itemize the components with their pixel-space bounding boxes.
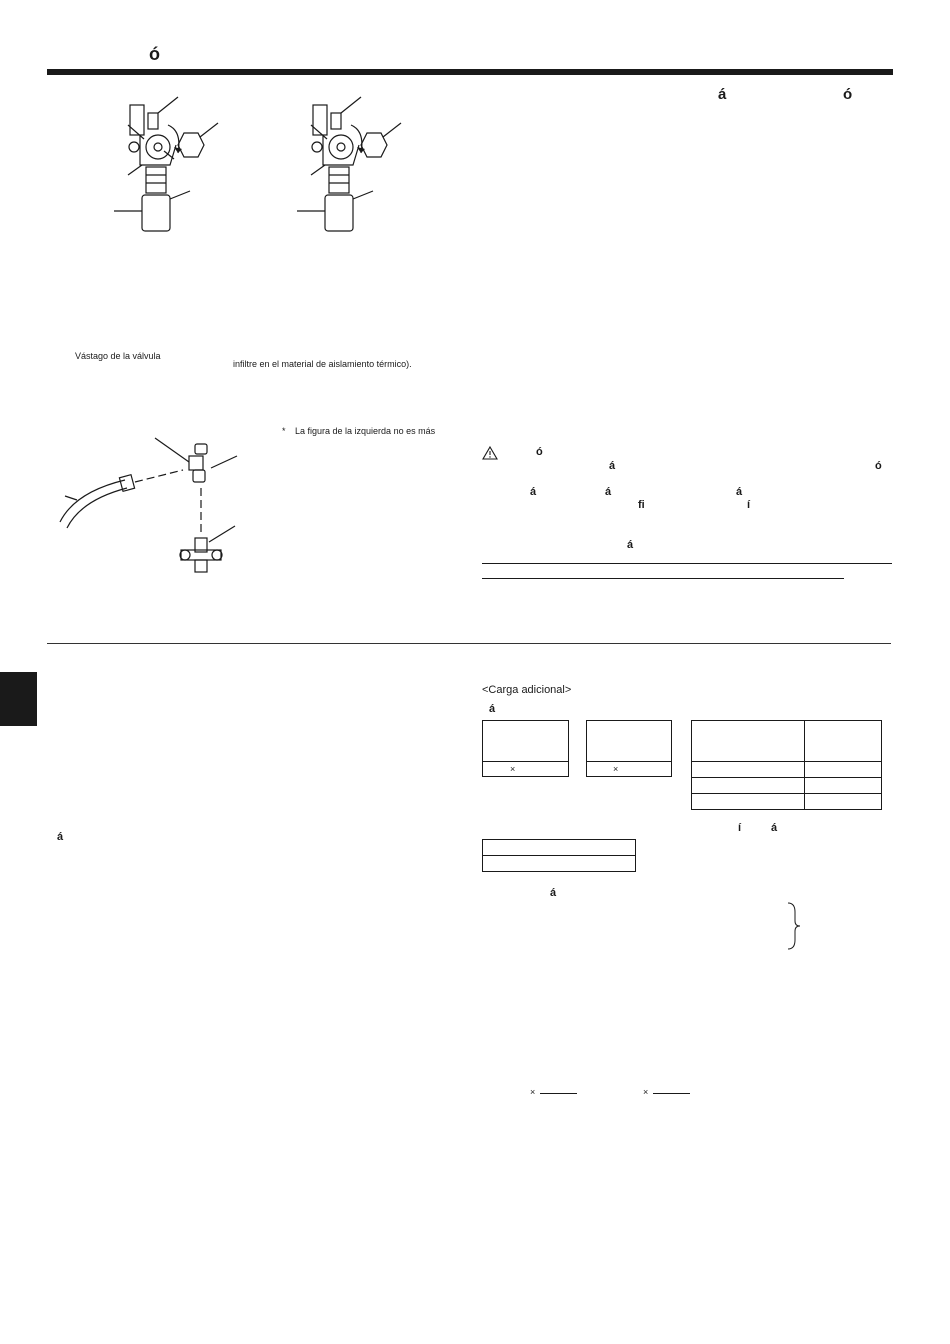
formula-times-1: × bbox=[530, 1087, 536, 1097]
small-table bbox=[482, 839, 636, 872]
table-char-i: í bbox=[738, 822, 742, 834]
formula-times-2: × bbox=[643, 1087, 649, 1097]
times-symbol: × bbox=[613, 764, 619, 774]
warning-char: fi bbox=[638, 499, 645, 511]
warning-char: ó bbox=[536, 446, 543, 458]
warning-char: í bbox=[747, 499, 751, 511]
top-rule bbox=[47, 69, 893, 75]
warning-char: á bbox=[627, 539, 634, 551]
figure-note-mark: * bbox=[282, 426, 286, 436]
lower-charge-char-a: á bbox=[550, 887, 557, 899]
figure-note: La figura de la izquierda no es más bbox=[295, 426, 436, 436]
warning-char: á bbox=[530, 486, 537, 498]
side-tab bbox=[0, 672, 37, 726]
warning-char: ó bbox=[875, 460, 882, 472]
fraction-line-2 bbox=[653, 1093, 690, 1094]
hose-valve-illustration bbox=[55, 432, 255, 582]
warning-char: á bbox=[609, 460, 616, 472]
valve-stem-label: Vástago de la válvula bbox=[75, 351, 161, 361]
times-symbol: × bbox=[510, 764, 516, 774]
valve-illustration-1 bbox=[100, 95, 240, 235]
right-brace-icon bbox=[786, 902, 802, 950]
charge-table-1 bbox=[482, 720, 569, 777]
warning-char: á bbox=[736, 486, 743, 498]
warning-rule-1 bbox=[482, 563, 892, 564]
section-divider bbox=[47, 643, 891, 644]
section-heading-char-a: á bbox=[718, 86, 727, 103]
insulation-note: infiltre en el material de aislamiento térmico). bbox=[233, 359, 412, 369]
fraction-line-1 bbox=[540, 1093, 577, 1094]
warning-rule-2 bbox=[482, 578, 844, 579]
warning-char: á bbox=[605, 486, 612, 498]
warning-triangle-icon bbox=[482, 446, 498, 460]
charge-title: <Carga adicional> bbox=[482, 684, 572, 696]
table-char-a: á bbox=[771, 822, 778, 834]
section-heading-char-o: ó bbox=[843, 86, 853, 103]
lower-left-char: á bbox=[57, 831, 64, 843]
charge-table-2 bbox=[586, 720, 672, 777]
charge-table-3 bbox=[691, 720, 882, 810]
page-title: ó bbox=[149, 44, 160, 64]
charge-a-label: á bbox=[489, 703, 496, 715]
valve-illustration-2 bbox=[283, 95, 423, 235]
